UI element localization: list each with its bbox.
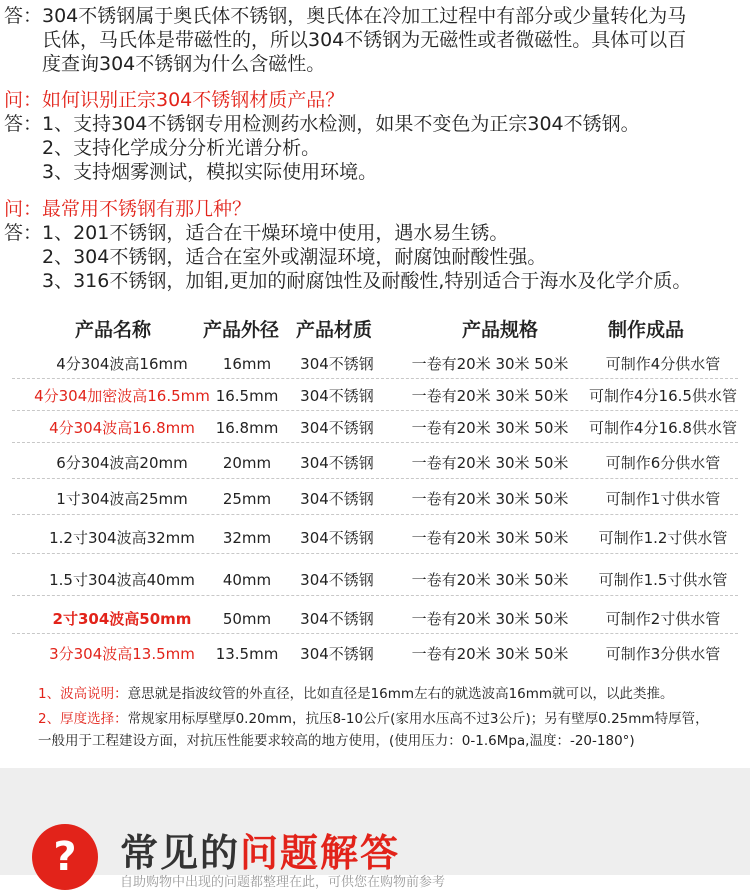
- note-wave-height-text: 意思就是指波纹管的外直径，比如直径是16mm左右的就选波高16mm就可以，以此类推。: [127, 686, 674, 702]
- cell-dia: 16mm: [222, 355, 272, 373]
- answer-identify-2: 2、支持化学成分分析光谱分析。: [4, 137, 321, 159]
- cell-mat: 304不锈钢: [300, 529, 374, 547]
- note-wave-height: [38, 683, 674, 705]
- answer-common-3: 3、316不锈钢，加钼,更加的耐腐蚀性及耐酸性,特别适合于海水及化学介质。: [4, 270, 692, 292]
- cell-spec: 一卷有20米 30米 50米: [411, 355, 569, 373]
- note-wave-height-key: 1、波高说明：: [38, 686, 128, 702]
- cell-use: 可制作4分16.5供水管: [589, 387, 737, 405]
- answer-common-2: 2、304不锈钢，适合在室外或潮湿环境，耐腐蚀耐酸性强。: [4, 246, 547, 268]
- note-thickness-key: 2、厚度选择：: [38, 711, 128, 727]
- cell-spec: 一卷有20米 30米 50米: [411, 454, 569, 472]
- table-row: [0, 640, 750, 668]
- answer-common-1: 答：1、201不锈钢，适合在干燥环境中使用，遇水易生锈。: [4, 222, 509, 244]
- cell-name: 1寸304波高25mm: [56, 490, 188, 508]
- cell-name: 6分304波高20mm: [56, 454, 188, 472]
- table-row: [0, 605, 750, 633]
- header-spec: 产品规格: [462, 319, 539, 341]
- cell-name: 3分304波高13.5mm: [49, 645, 195, 663]
- table-row: [0, 449, 750, 477]
- cell-name: 4分304波高16.8mm: [49, 419, 195, 437]
- row-divider: [12, 442, 738, 443]
- cell-dia: 20mm: [222, 454, 272, 472]
- row-divider: [12, 514, 738, 515]
- row-divider: [12, 378, 738, 379]
- table-row: [0, 350, 750, 378]
- question-identify-304: 问：如何识别正宗304不锈钢材质产品？: [4, 89, 345, 111]
- row-divider: [12, 633, 738, 634]
- header-material: 产品材质: [296, 319, 373, 341]
- cell-spec: 一卷有20米 30米 50米: [411, 387, 569, 405]
- cell-dia: 16.5mm: [215, 387, 279, 405]
- note-thickness: [38, 708, 709, 730]
- cell-use: 可制作4分供水管: [605, 355, 721, 373]
- cell-name: 4分304波高16mm: [56, 355, 188, 373]
- cell-spec: 一卷有20米 30米 50米: [411, 529, 569, 547]
- cell-use: 可制作6分供水管: [605, 454, 721, 472]
- row-divider: [12, 595, 738, 596]
- cell-name: 1.5寸304波高40mm: [49, 571, 195, 589]
- cell-dia: 32mm: [222, 529, 272, 547]
- cell-use: 可制作1.2寸供水管: [598, 529, 728, 547]
- faq-banner: [0, 768, 750, 890]
- intro-line-2: 氏体，马氏体是带磁性的，所以304不锈钢为无磁性或者微磁性。具体可以百: [4, 29, 687, 51]
- cell-spec: 一卷有20米 30米 50米: [411, 645, 569, 663]
- cell-use: 可制作3分供水管: [605, 645, 721, 663]
- cell-mat: 304不锈钢: [300, 419, 374, 437]
- intro-line-3: 度查询304不锈钢为什么含磁性。: [4, 53, 326, 75]
- cell-dia: 25mm: [222, 490, 272, 508]
- cell-spec: 一卷有20米 30米 50米: [411, 610, 569, 628]
- cell-name: 4分304加密波高16.5mm: [34, 387, 210, 405]
- note-thickness-text: 常规家用标厚壁厚0.20mm，抗压8-10公斤(家用水压高不过3公斤)；另有壁厚0.25mm特厚管，: [127, 711, 709, 727]
- table-row: [0, 524, 750, 552]
- table-row: [0, 485, 750, 513]
- cell-mat: 304不锈钢: [300, 571, 374, 589]
- cell-mat: 304不锈钢: [300, 610, 374, 628]
- faq-title-red: 问题解答: [240, 831, 401, 875]
- cell-use: 可制作1寸供水管: [605, 490, 721, 508]
- cell-name: 2寸304波高50mm: [52, 610, 192, 628]
- cell-use: 可制作2寸供水管: [605, 610, 721, 628]
- answer-identify-1: 答：1、支持304不锈钢专用检测药水检测，如果不变色为正宗304不锈钢。: [4, 113, 640, 135]
- cell-dia: 13.5mm: [215, 645, 279, 663]
- cell-mat: 304不锈钢: [300, 490, 374, 508]
- cell-spec: 一卷有20米 30米 50米: [411, 419, 569, 437]
- row-divider: [12, 553, 738, 554]
- table-row: [0, 414, 750, 442]
- cell-mat: 304不锈钢: [300, 645, 374, 663]
- cell-dia: 16.8mm: [215, 419, 279, 437]
- cell-use: 可制作1.5寸供水管: [598, 571, 728, 589]
- cell-name: 1.2寸304波高32mm: [49, 529, 195, 547]
- question-common-steel: 问：最常用不锈钢有那几种？: [4, 198, 252, 220]
- cell-mat: 304不锈钢: [300, 387, 374, 405]
- header-finished-product: 制作成品: [608, 319, 685, 341]
- header-outer-diameter: 产品外径: [203, 319, 280, 341]
- answer-identify-3: 3、支持烟雾测试，模拟实际使用环境。: [4, 161, 378, 183]
- cell-spec: 一卷有20米 30米 50米: [411, 490, 569, 508]
- question-icon: ?: [32, 824, 98, 890]
- faq-title-dark: 常见的: [120, 831, 241, 875]
- cell-mat: 304不锈钢: [300, 454, 374, 472]
- cell-dia: 50mm: [222, 610, 272, 628]
- cell-mat: 304不锈钢: [300, 355, 374, 373]
- faq-subtitle: 自助购物中出现的问题都整理在此，可供您在购物前参考: [120, 875, 446, 890]
- table-row: [0, 566, 750, 594]
- row-divider: [12, 478, 738, 479]
- intro-line-1: 答：304不锈钢属于奥氏体不锈钢，奥氏体在冷加工过程中有部分或少量转化为马: [4, 5, 687, 27]
- header-product-name: 产品名称: [75, 319, 152, 341]
- cell-dia: 40mm: [222, 571, 272, 589]
- cell-spec: 一卷有20米 30米 50米: [411, 571, 569, 589]
- faq-title: [120, 822, 400, 877]
- note-thickness-cont: 一般用于工程建设方面，对抗压性能要求较高的地方使用，(使用压力：0-1.6Mpa,温度：-20-180°): [38, 733, 635, 749]
- row-divider: [12, 410, 738, 411]
- table-row: [0, 382, 750, 410]
- cell-use: 可制作4分16.8供水管: [589, 419, 737, 437]
